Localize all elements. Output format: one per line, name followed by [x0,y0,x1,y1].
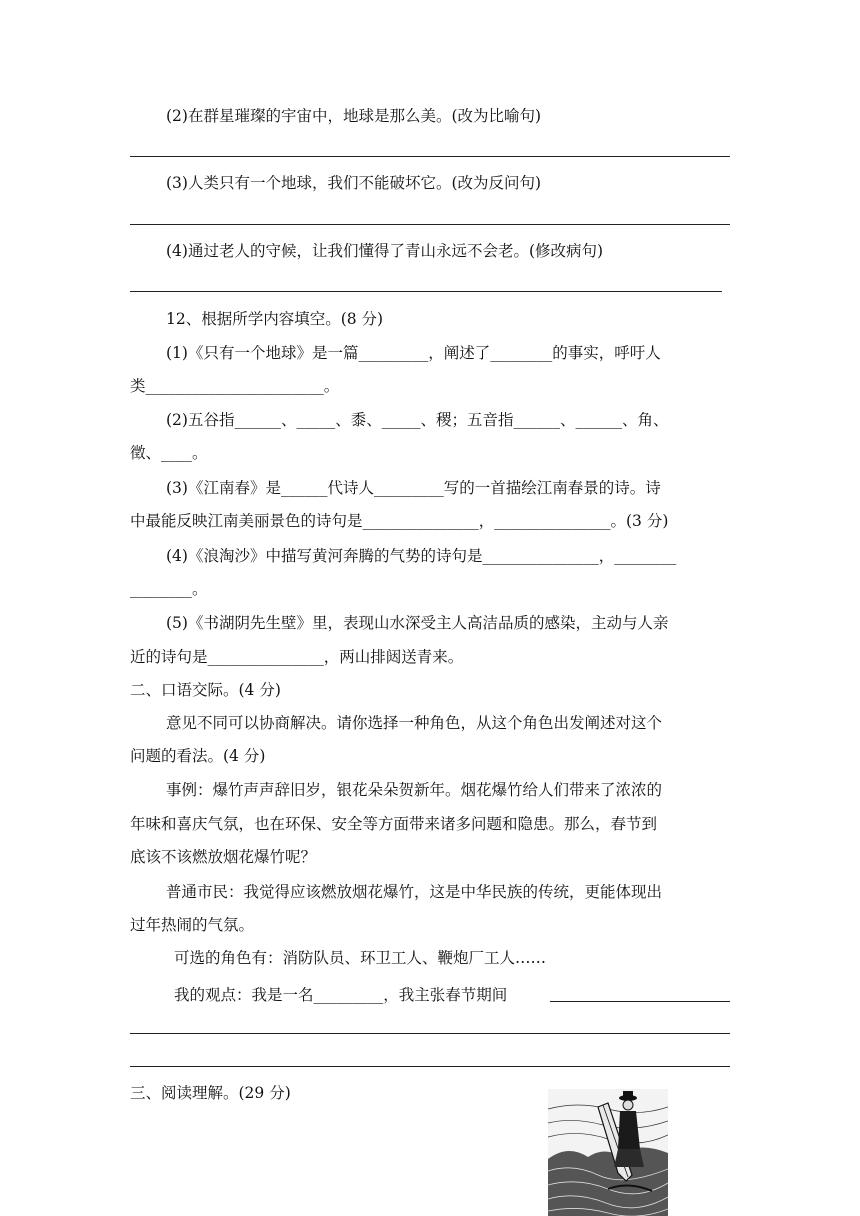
q12-line-2: 类_______________________。 [130,377,340,395]
sec2-example-line-2: 年味和喜庆气氛，也在环保、安全等方面带来诸多问题和隐患。那么，春节到 [130,815,658,833]
q12-line-8: ________。 [130,580,208,598]
section-3-heading: 三、阅读理解。(29 分) [130,1084,291,1102]
answer-line [130,224,730,225]
q12-line-9: (5)《书湖阴先生壁》里，表现山水深受主人高洁品质的感染，主动与人亲 [166,614,669,632]
q12-line-10: 近的诗句是_______________，两山排闼送青来。 [130,648,464,666]
answer-line [130,1033,730,1034]
sec2-citizen-line-1: 普通市民：我觉得应该燃放烟花爆竹，这是中华民族的传统，更能体现出 [166,883,663,901]
q11-item-2: (2)在群星璀璨的宇宙中，地球是那么美。(改为比喻句) [166,107,542,125]
q12-line-5: (3)《江南春》是______代诗人_________写的一首描绘江南春景的诗。诗 [166,479,661,497]
sec2-roles: 可选的角色有：消防队员、环卫工人、鞭炮厂工人…… [174,949,547,967]
q12-line-6: 中最能反映江南美丽景色的诗句是_______________，_______________。(3 分) [130,512,669,530]
q12-line-1: (1)《只有一个地球》是一篇_________，阐述了________的事实，呼吁人 [166,344,661,362]
answer-line [130,156,730,157]
answer-line [130,1066,730,1067]
q12-line-3: (2)五谷指______、_____、黍、_____、稷；五音指______、______、角、 [166,411,669,429]
sec2-example-line-3: 底该不该燃放烟花爆竹呢？ [130,848,317,866]
reading-illustration [548,1089,668,1216]
q11-item-4: (4)通过老人的守候，让我们懂得了青山永远不会老。(修改病句) [166,242,604,260]
q12-line-7: (4)《浪淘沙》中描写黄河奔腾的气势的诗句是_______________，________ [166,547,677,565]
q11-item-3: (3)人类只有一个地球，我们不能破坏它。(改为反问句) [166,174,542,192]
answer-line [130,291,722,292]
sec2-example-line-1: 事例：爆竹声声辞旧岁，银花朵朵贺新年。烟花爆竹给人们带来了浓浓的 [166,781,663,799]
sec2-intro-line-1: 意见不同可以协商解决。请你选择一种角色，从这个角色出发阐述对这个 [166,714,663,732]
sec2-citizen-line-2: 过年热闹的气氛。 [130,916,255,934]
answer-line [550,1001,730,1002]
sec2-intro-line-2: 问题的看法。(4 分) [130,747,266,765]
section-2-heading: 二、口语交际。(4 分) [130,681,281,699]
q12-heading: 12、根据所学内容填空。(8 分) [166,310,384,328]
q12-line-4: 徵、____。 [130,444,208,462]
pen-rider-illustration-icon [548,1089,668,1216]
sec2-my-view: 我的观点：我是一名_________，我主张春节期间 [174,986,508,1004]
